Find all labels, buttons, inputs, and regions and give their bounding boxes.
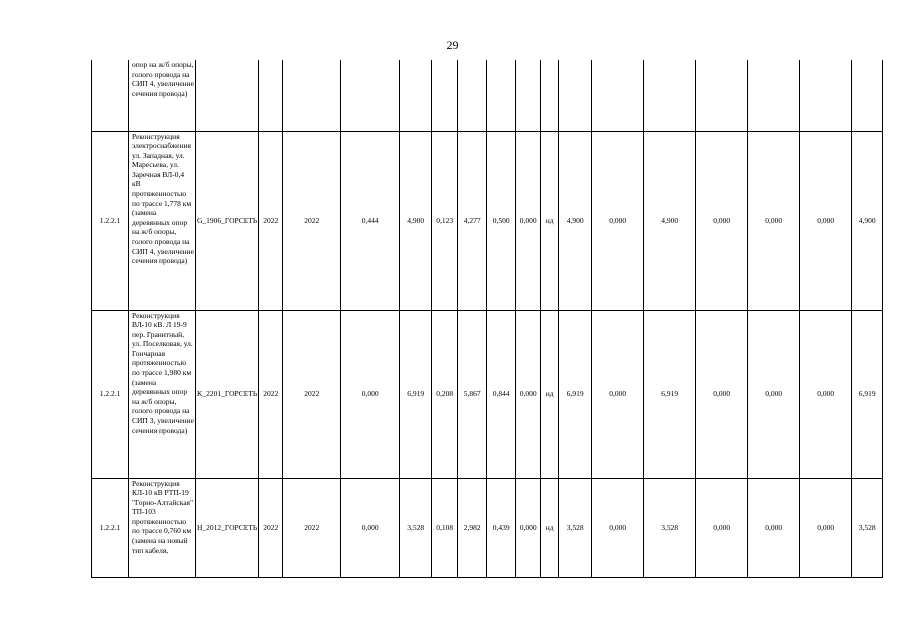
table-row bbox=[92, 478, 883, 577]
value-cell: 0,000 bbox=[748, 478, 800, 577]
value-cell bbox=[432, 60, 458, 131]
page-number: 29 bbox=[446, 38, 459, 52]
value-cell: 4,900 bbox=[644, 131, 696, 310]
row-code: 1.2.2.1 bbox=[92, 310, 129, 478]
value-cell: 0,439 bbox=[487, 478, 516, 577]
project-name: Реконструкция КЛ-10 кВ РТП-19 "Горно-Алтайская" ТП-103 протяженностью по трассе 0,760 км (замена на новый тип кабеля, bbox=[129, 478, 196, 577]
value-cell: нд bbox=[541, 478, 559, 577]
project-name: Реконструкция ВЛ-10 кВ. Л 19-9 пер. Гранитный, ул. Поселковая, ул. Гончарная протяженностью по трассе 1,980 км (замена деревянных опор на ж/б опоры, голого провода на СИП 3, увеличение сечения провода) bbox=[129, 310, 196, 478]
value-cell: 0,000 bbox=[341, 310, 400, 478]
project-id: K_2201_ГОРСЕТЬ bbox=[196, 310, 259, 478]
project-id bbox=[196, 60, 259, 131]
value-cell bbox=[852, 60, 883, 131]
value-cell: 0,000 bbox=[341, 478, 400, 577]
value-cell: 4,277 bbox=[458, 131, 487, 310]
value-cell: 0,444 bbox=[341, 131, 400, 310]
value-cell: 2,982 bbox=[458, 478, 487, 577]
project-name: Реконструкция электроснабжения ул. Западная, ул. Маресьева, ул. Заречная ВЛ-0,4 кВ протяженностью по трассе 1,778 км (замена деревянных опор на ж/б опоры, голого провода на СИП 4, увеличение сечения провода) bbox=[129, 131, 196, 310]
year-short: 2022 bbox=[259, 310, 283, 478]
value-cell: 0,000 bbox=[696, 478, 748, 577]
value-cell bbox=[644, 60, 696, 131]
value-cell: 3,528 bbox=[400, 478, 432, 577]
row-code: 1.2.2.1 bbox=[92, 131, 129, 310]
value-cell: 5,867 bbox=[458, 310, 487, 478]
value-cell bbox=[341, 60, 400, 131]
value-cell: 3,528 bbox=[644, 478, 696, 577]
year-short: 2022 bbox=[259, 131, 283, 310]
value-cell bbox=[487, 60, 516, 131]
value-cell bbox=[696, 60, 748, 131]
value-cell bbox=[559, 60, 592, 131]
value-cell bbox=[592, 60, 644, 131]
value-cell: нд bbox=[541, 310, 559, 478]
value-cell: 0,000 bbox=[696, 310, 748, 478]
investment-table bbox=[91, 60, 883, 578]
value-cell bbox=[400, 60, 432, 131]
value-cell: 3,528 bbox=[559, 478, 592, 577]
value-cell bbox=[458, 60, 487, 131]
value-cell: 0,000 bbox=[800, 310, 852, 478]
value-cell: 0,000 bbox=[748, 131, 800, 310]
value-cell: 0,000 bbox=[592, 131, 644, 310]
value-cell: 6,919 bbox=[400, 310, 432, 478]
value-cell: 0,000 bbox=[516, 131, 541, 310]
value-cell: 0,000 bbox=[748, 310, 800, 478]
value-cell: 0,844 bbox=[487, 310, 516, 478]
project-id: G_1906_ГОРСЕТЬ bbox=[196, 131, 259, 310]
row-code: 1.2.2.1 bbox=[92, 478, 129, 577]
value-cell: 0,000 bbox=[800, 131, 852, 310]
value-cell bbox=[541, 60, 559, 131]
value-cell: 0,000 bbox=[516, 478, 541, 577]
year: 2022 bbox=[283, 478, 341, 577]
project-name: опор на ж/б опоры, голого провода на СИП 4, увеличение сечения провода) bbox=[129, 60, 196, 131]
value-cell: 0,000 bbox=[696, 131, 748, 310]
table-row bbox=[92, 60, 883, 131]
year: 2022 bbox=[283, 131, 341, 310]
value-cell: 3,528 bbox=[852, 478, 883, 577]
value-cell: 6,919 bbox=[644, 310, 696, 478]
value-cell bbox=[800, 60, 852, 131]
value-cell: 0,208 bbox=[432, 310, 458, 478]
value-cell: 0,000 bbox=[516, 310, 541, 478]
value-cell: 0,108 bbox=[432, 478, 458, 577]
value-cell: 4,900 bbox=[559, 131, 592, 310]
year-short bbox=[259, 60, 283, 131]
value-cell: 0,000 bbox=[800, 478, 852, 577]
value-cell: 0,000 bbox=[592, 310, 644, 478]
value-cell: 4,900 bbox=[852, 131, 883, 310]
value-cell bbox=[748, 60, 800, 131]
project-id: H_2012_ГОРСЕТЬ bbox=[196, 478, 259, 577]
table-row bbox=[92, 310, 883, 478]
year: 2022 bbox=[283, 310, 341, 478]
value-cell: 4,900 bbox=[400, 131, 432, 310]
value-cell: нд bbox=[541, 131, 559, 310]
value-cell: 0,123 bbox=[432, 131, 458, 310]
value-cell: 0,500 bbox=[487, 131, 516, 310]
row-code bbox=[92, 60, 129, 131]
table-row bbox=[92, 131, 883, 310]
year bbox=[283, 60, 341, 131]
value-cell: 6,919 bbox=[852, 310, 883, 478]
value-cell bbox=[516, 60, 541, 131]
value-cell: 6,919 bbox=[559, 310, 592, 478]
year-short: 2022 bbox=[259, 478, 283, 577]
value-cell: 0,000 bbox=[592, 478, 644, 577]
